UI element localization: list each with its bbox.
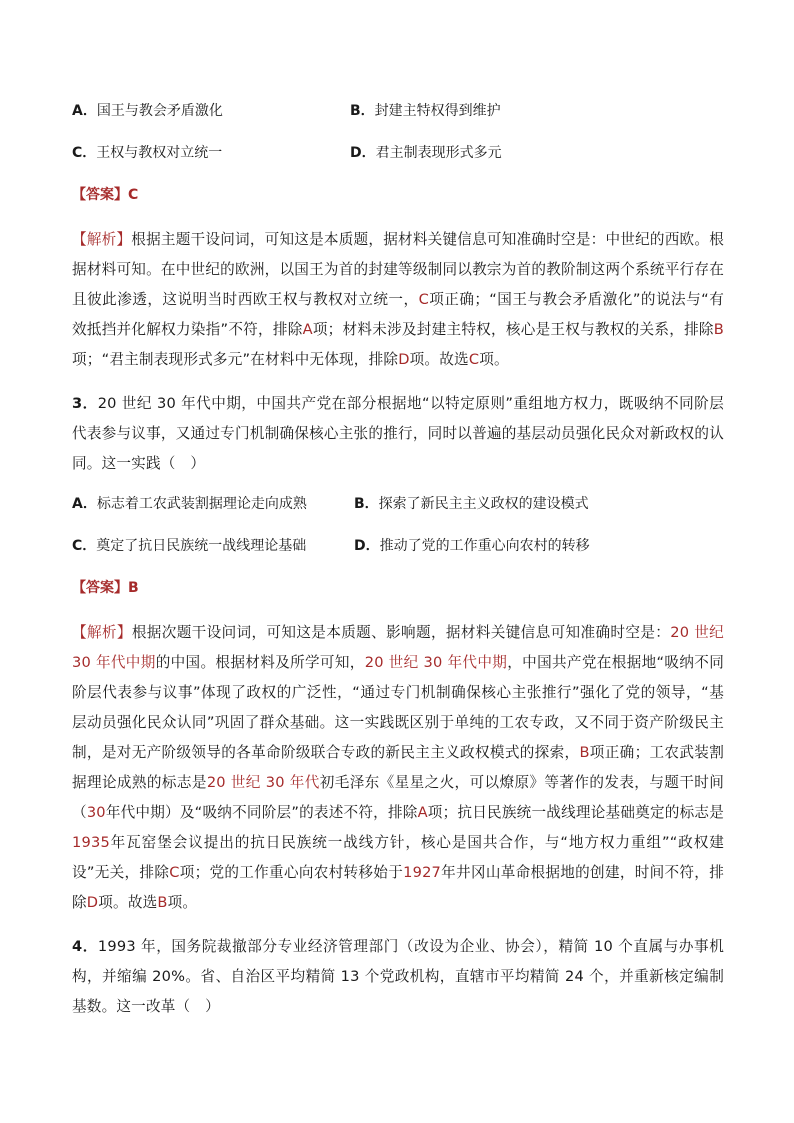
option-text: 国王与教会矛盾激化 <box>96 103 223 119</box>
question-text: 1993 年，国务院裁撤部分专业经济管理部门（改设为企业、协会），精简 10 个直属与办事机构，并缩编 20%。省、自治区平均精简 13 个党政机构，直辖市平均精简 24 个，并重新核定编制基数。这一改革（ ） <box>72 938 725 1015</box>
option-letter: C． <box>72 538 97 554</box>
analysis-text: 项。故选 <box>409 351 469 368</box>
analysis-text: 项。 <box>479 351 509 368</box>
analysis-text: 根据次题干设问词，可知这是本质题、影响题，据材料关键信息可知准确时空是： <box>131 624 671 641</box>
analysis-text: 年井冈山革命根据地的创建，时间不符，排除 <box>72 864 724 911</box>
analysis-text: 根据主题干设问词，可知这是本质题，据材料关键信息可知准确时空是：中世纪的西欧。根据材料可知。在中世纪的欧洲，以国王为首的封建等级制同以教宗为首的教阶制这两个系统平行存在且彼此渗透，这说明当时西欧王权与教权对立统一， <box>72 231 724 308</box>
option-letter: D． <box>354 538 380 554</box>
analysis-highlight: 20 世纪 30 年代 <box>206 774 320 791</box>
option-letter: C． <box>72 145 97 161</box>
option-letter: A． <box>72 103 97 119</box>
analysis-text: 项；“君主制表现形式多元”在材料中无体现，排除 <box>72 351 399 368</box>
option-letter: D． <box>350 145 376 161</box>
q3-analysis <box>72 618 724 918</box>
option-text: 封建主特权得到维护 <box>374 103 501 119</box>
q2-answer <box>72 184 724 206</box>
analysis-text: 项；材料未涉及封建主特权，核心是王权与教权的关系，排除 <box>312 321 714 338</box>
document-content <box>72 100 724 1022</box>
analysis-highlight: 20 世纪 30 年代中期 <box>364 654 508 671</box>
analysis-text: 项；党的工作重心向农村转移始于 <box>179 864 404 881</box>
analysis-highlight: A <box>417 804 428 821</box>
option-letter: A． <box>72 496 97 512</box>
answer-tag: 【答案】 <box>72 187 128 203</box>
q2-option-a <box>72 100 350 122</box>
q3-option-d <box>354 535 590 557</box>
option-text: 君主制表现形式多元 <box>375 145 502 161</box>
analysis-highlight: A <box>302 321 313 338</box>
analysis-highlight: B <box>157 894 168 911</box>
q2-options-row-1 <box>72 100 724 122</box>
analysis-highlight: D <box>86 894 99 911</box>
analysis-text: 项正确；工农武装割据理论成熟的标志是 <box>72 744 724 791</box>
q2-options-row-2 <box>72 142 724 164</box>
q3-option-b <box>354 493 589 515</box>
analysis-highlight: C <box>468 351 480 368</box>
option-text: 王权与教权对立统一 <box>96 145 223 161</box>
analysis-highlight: C <box>169 864 180 881</box>
question-number: 4． <box>72 938 98 955</box>
question-number: 3． <box>72 395 98 412</box>
analysis-highlight: C <box>418 291 429 308</box>
analysis-text: 的中国。根据材料及所学可知， <box>155 654 365 671</box>
option-letter: B． <box>350 103 375 119</box>
q4-stem <box>72 932 724 1022</box>
analysis-highlight: 1935 <box>72 834 110 851</box>
q2-option-b <box>350 100 501 122</box>
answer-value: C <box>128 187 139 203</box>
q3-option-a <box>72 493 354 515</box>
analysis-text: ，中国共产党在根据地“吸纳不同阶层代表参与议事”体现了政权的广泛性，“通过专门机制确保核心主张推行”强化了党的领导，“基层动员强化民众认同”巩固了群众基础。这一实践既区别于单纯的工农专政，又不同于资产阶级民主制，是对无产阶级领导的各革命阶级联合专政的新民主主义政权模式的探索， <box>72 654 725 761</box>
option-text: 标志着工农武装割据理论走向成熟 <box>96 496 307 512</box>
analysis-text: 年代中期）及“吸纳不同阶层”的表述不符，排除 <box>105 804 418 821</box>
option-text: 奠定了抗日民族统一战线理论基础 <box>96 538 307 554</box>
answer-value: B <box>128 580 139 596</box>
analysis-highlight: B <box>579 744 590 761</box>
option-text: 推动了党的工作重心向农村的转移 <box>379 538 590 554</box>
q3-answer <box>72 577 724 599</box>
q3-stem <box>72 389 724 479</box>
q2-option-d <box>350 142 502 164</box>
option-letter: B． <box>354 496 379 512</box>
analysis-highlight: D <box>398 351 410 368</box>
q3-options-row-2 <box>72 535 724 557</box>
analysis-highlight: 20 世纪 30 年代中期 <box>72 624 724 671</box>
analysis-text: 初毛泽东《星星之火，可以燎原》等著作的发表，与题干时间（ <box>72 774 724 821</box>
q3-option-c <box>72 535 354 557</box>
analysis-highlight: B <box>713 321 724 338</box>
q2-option-c <box>72 142 350 164</box>
analysis-highlight: 1927 <box>403 864 442 881</box>
analysis-text: 项；抗日民族统一战线理论基础奠定的标志是 <box>427 804 724 821</box>
analysis-text: 项。 <box>167 894 198 911</box>
analysis-text: 项。故选 <box>98 894 158 911</box>
analysis-tag: 【解析】 <box>72 231 132 248</box>
answer-tag: 【答案】 <box>72 580 128 596</box>
q2-analysis <box>72 225 724 375</box>
analysis-tag: 【解析】 <box>72 624 132 641</box>
q3-options-row-1 <box>72 493 724 515</box>
option-text: 探索了新民主主义政权的建设模式 <box>378 496 589 512</box>
question-text: 20 世纪 30 年代中期，中国共产党在部分根据地“以特定原则”重组地方权力，既吸纳不同阶层代表参与议事，又通过专门机制确保核心主张的推行，同时以普遍的基层动员强化民众对新政权的认同。这一实践（ ） <box>72 395 724 472</box>
analysis-text: 年瓦窑堡会议提出的抗日民族统一战线方针，核心是国共合作，与“地方权力重组”“政权建设”无关，排除 <box>72 834 724 881</box>
analysis-highlight: 30 <box>86 804 106 821</box>
analysis-text: 项正确；“国王与教会矛盾激化”的说法与“有效抵挡并化解权力染指”不符，排除 <box>72 291 724 338</box>
